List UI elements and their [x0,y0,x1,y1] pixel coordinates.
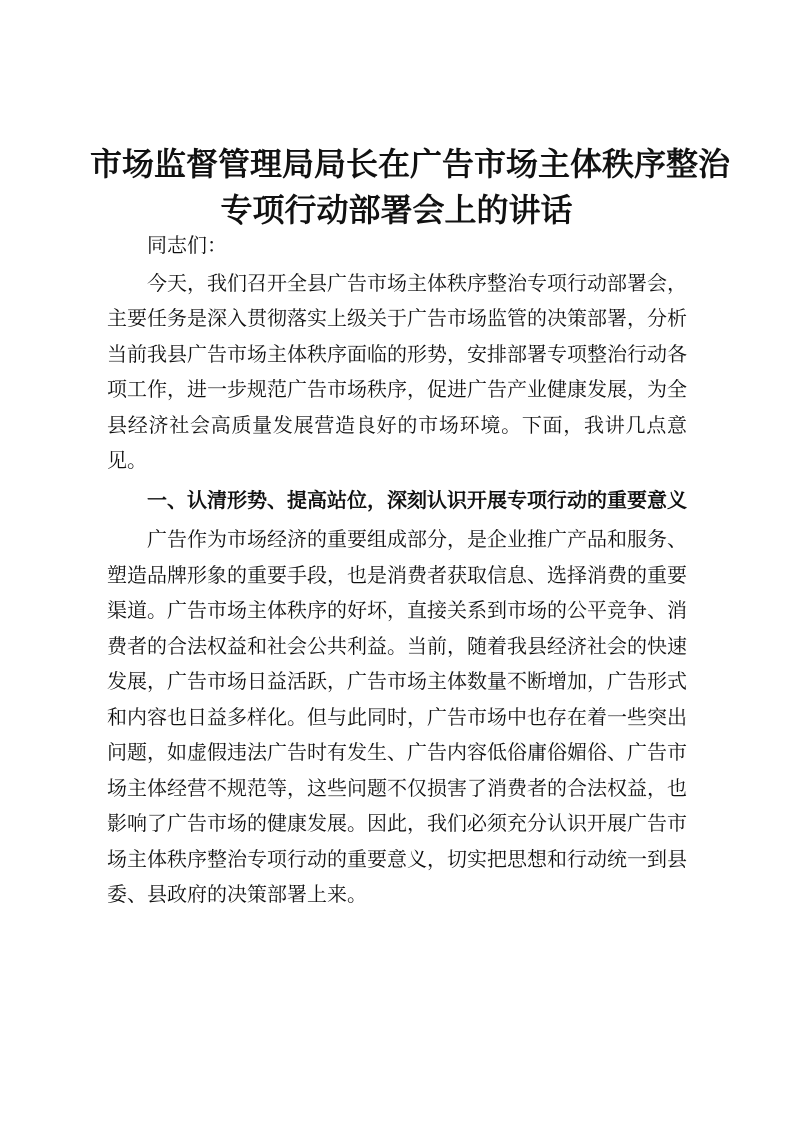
document-body [107,228,687,913]
document-title-line-1: 市场监督管理局局长在广告市场主体秩序整治 [90,145,731,183]
section-heading-1: 一、认清形势、提高站位，深刻认识开展专项行动的重要意义 [147,487,687,512]
paragraph-section-1: 广告作为市场经济的重要组成部分，是企业推广产品和服务、塑造品牌形象的重要手段，也是消费者获取信息、选择消费的重要渠道。广告市场主体秩序的好坏，直接关系到市场的公平竞争、消费者的合法权益和社会公共利益。当前，随着我县经济社会的快速发展，广告市场日益活跃，广告市场主体数量不断增加，广告形式和内容也日益多样化。但与此同时，广告市场中也存在着一些突出问题，如虚假违法广告时有发生、广告内容低俗庸俗媚俗、广告市场主体经营不规范等，这些问题不仅损害了消费者的合法权益，也影响了广告市场的健康发展。因此，我们必须充分认识开展广告市场主体秩序整治专项行动的重要意义，切实把思想和行动统一到县委、县政府的决策部署上来。 [107,527,687,906]
document-title-line-2: 专项行动部署会上的讲话 [220,191,573,229]
paragraph-intro: 今天，我们召开全县广告市场主体秩序整治专项行动部署会，主要任务是深入贯彻落实上级关于广告市场监管的决策部署，分析当前我县广告市场主体秩序面临的形势，安排部署专项整治行动各项工作，进一步规范广告市场秩序，促进广告产业健康发展，为全县经济社会高质量发展营造良好的市场环境。下面，我讲几点意见。 [107,270,687,472]
salutation: 同志们： [147,233,227,257]
